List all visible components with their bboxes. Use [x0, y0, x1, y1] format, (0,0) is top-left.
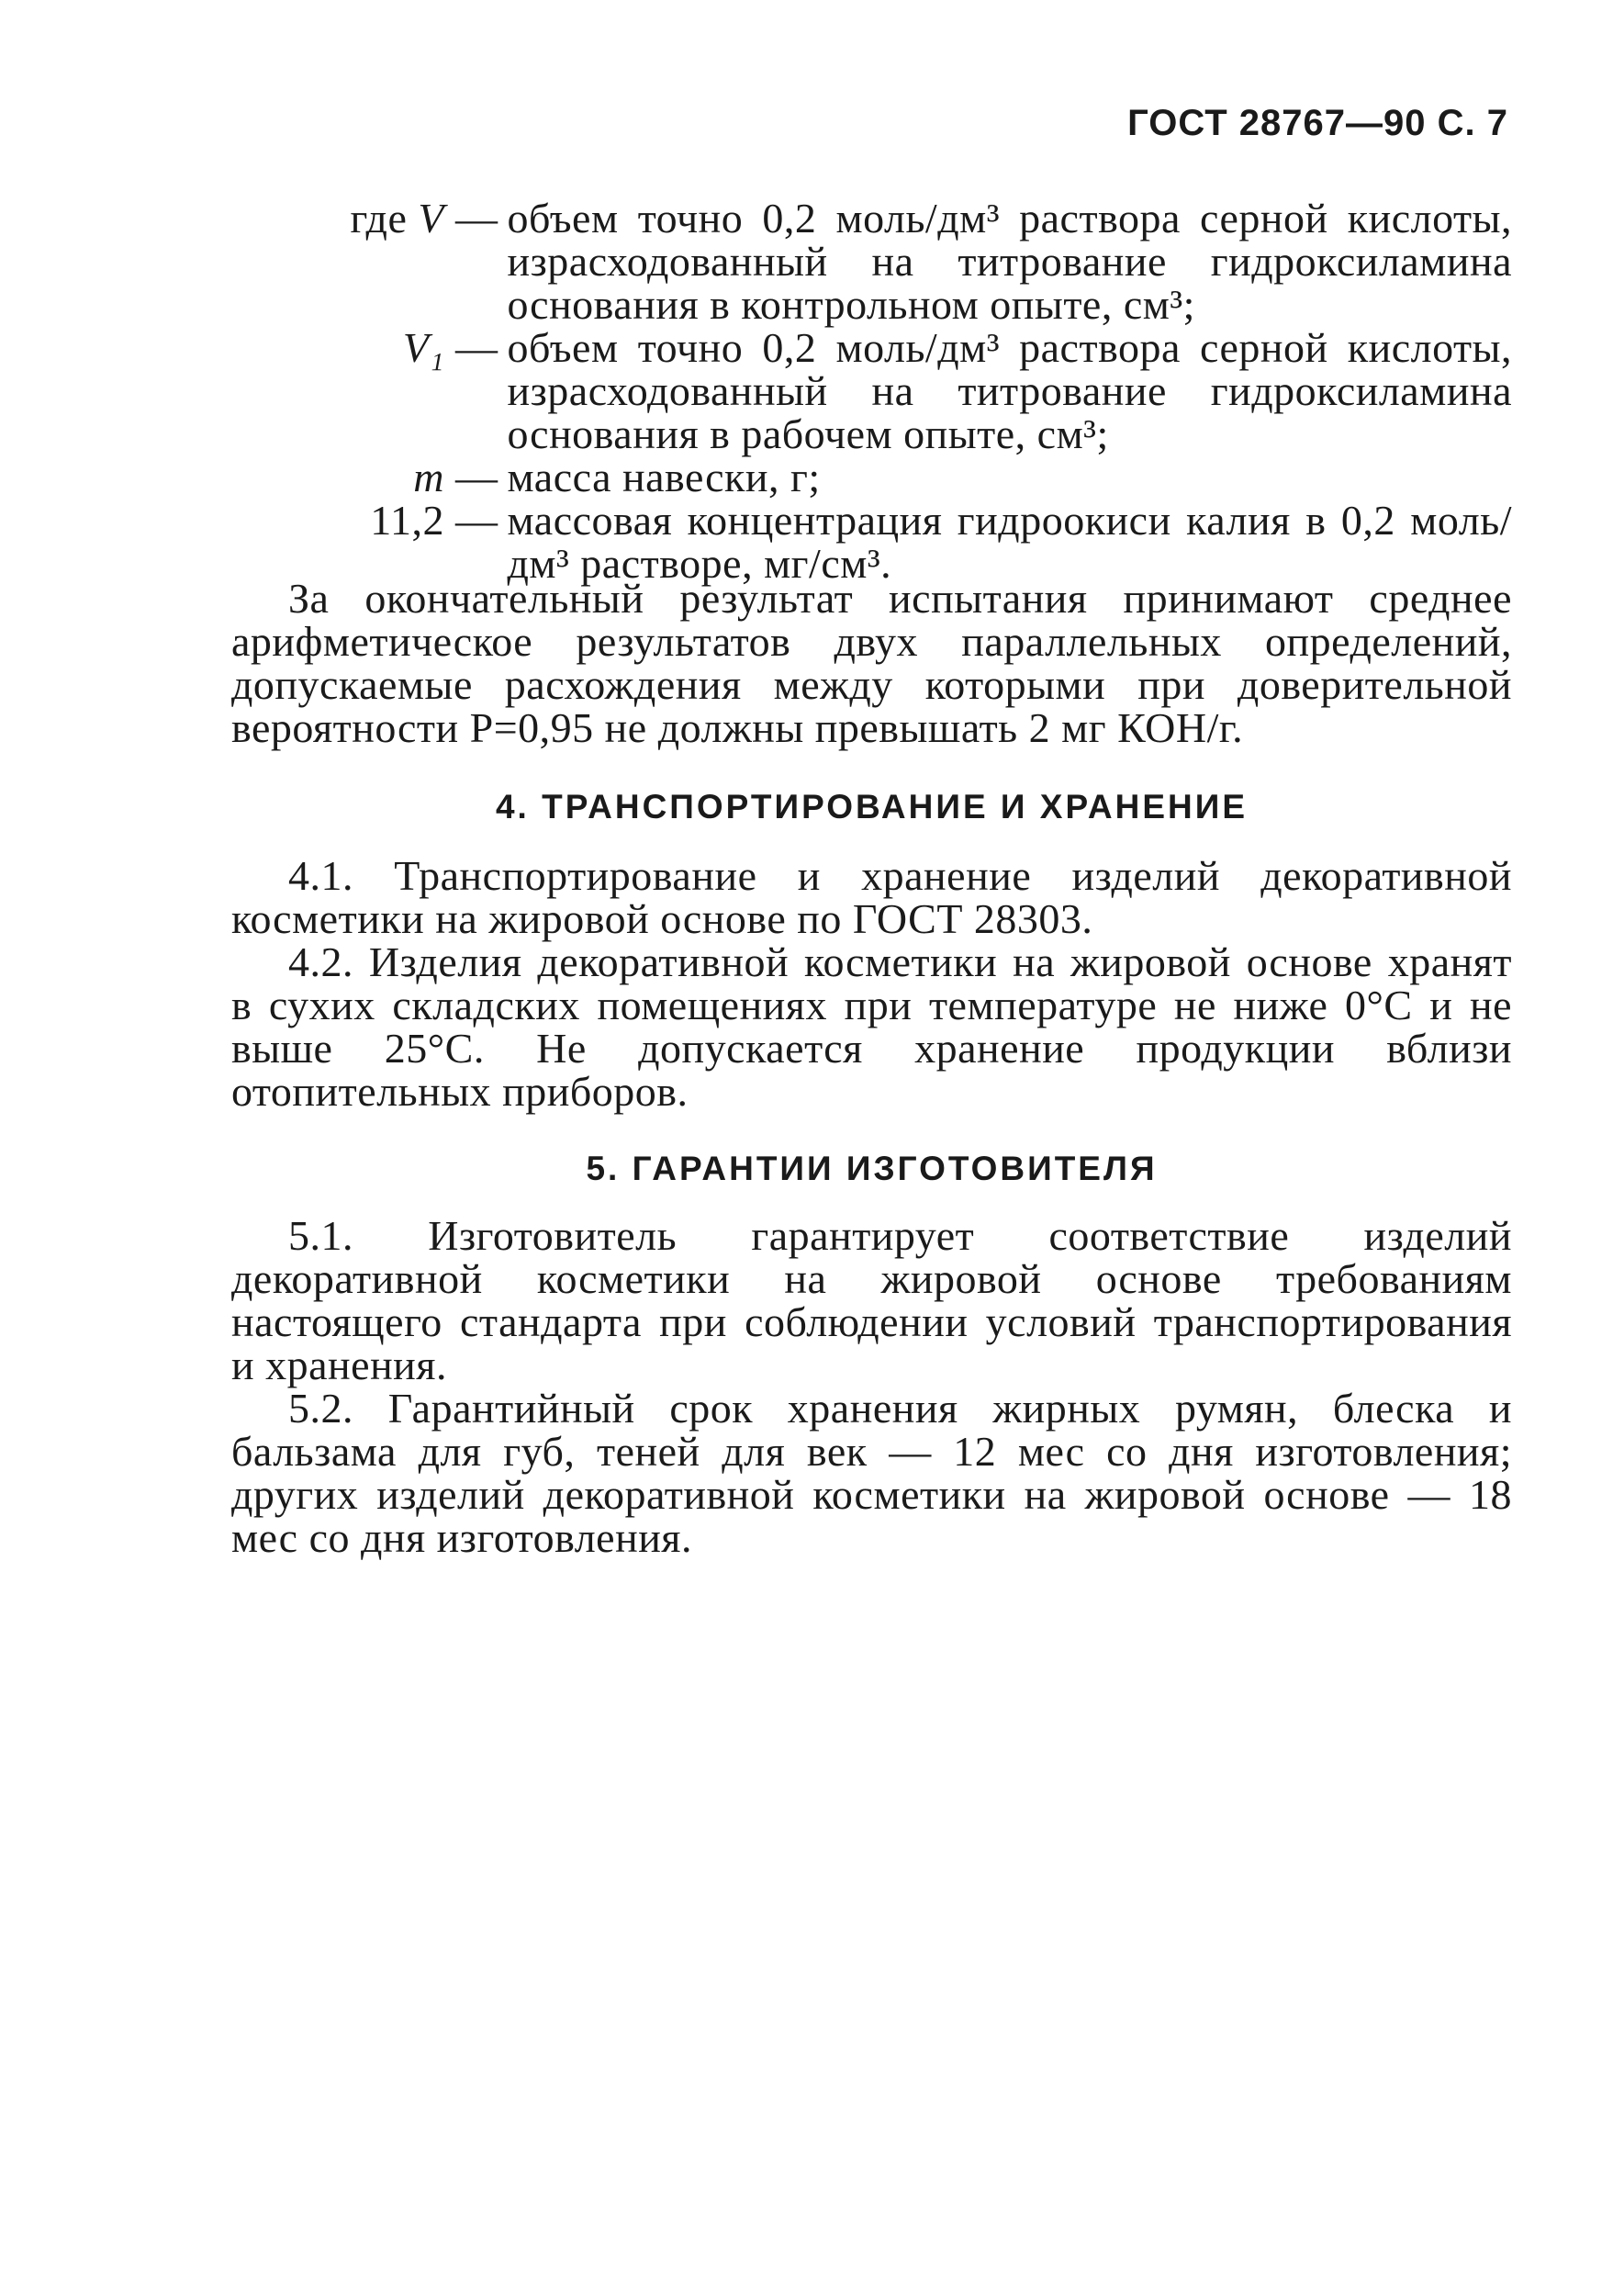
definition-symbol: V	[418, 195, 444, 241]
definition-text: объем точно 0,2 моль/дм³ раствора серной кислоты, израсходованный на титрование гидроксиламина основания в рабочем опыте, см³;	[507, 324, 1512, 457]
definition-symbol: 11,2	[370, 497, 444, 544]
section-5-paragraph-2: 5.2. Гарантийный срок хранения жирных румян, блеска и бальзама для губ, теней для век — 12 мес со дня изготовления; других изделий декоративной косметики на жировой основе — 18 мес со дня изготовления.	[231, 1385, 1512, 1561]
section-4-paragraph-2: 4.2. Изделия декоративной косметики на жировой основе хранят в сухих складских помещениях при температуре не ниже 0°С и не выше 25°С. Не допускается хранение продукции вблизи отопительных приборов.	[231, 938, 1512, 1115]
definition-dash: —	[455, 324, 498, 371]
where-label: где	[350, 195, 408, 241]
definition-dash: —	[455, 195, 498, 241]
section-5-paragraph-1: 5.1. Изготовитель гарантирует соответствие изделий декоративной косметики на жировой основе требованиям настоящего стандарта при соблюдении условий транспортирования и хранения.	[231, 1212, 1512, 1388]
result-paragraph: За окончательный результат испытания принимают среднее арифметическое результатов двух параллельных определений, допускаемые расхождения между которыми при доверительной вероятности P=0,95 не должны превышать 2 мг КОН/г.	[231, 575, 1512, 751]
definition-item	[231, 197, 1512, 326]
section-4-heading: 4. ТРАНСПОРТИРОВАНИЕ И ХРАНЕНИЕ	[495, 788, 1249, 825]
definition-symbol: V₁	[402, 324, 444, 371]
definition-text: масса навески, г;	[507, 454, 821, 500]
definition-item	[231, 326, 1512, 455]
section-4-paragraph-1: 4.1. Транспортирование и хранение изделий декоративной косметики на жировой основе по ГОСТ 28303.	[231, 852, 1512, 942]
page-header: ГОСТ 28767—90 С. 7	[1127, 103, 1508, 143]
definition-text: объем точно 0,2 моль/дм³ раствора серной кислоты, израсходованный на титрование гидроксиламина основания в контрольном опыте, см³;	[507, 195, 1512, 328]
definitions-list	[231, 197, 1512, 585]
definition-item	[231, 455, 1512, 499]
definition-text: массовая концентрация гидроокиси калия в 0,2 моль/дм³ растворе, мг/см³.	[507, 497, 1512, 587]
definition-item	[231, 499, 1512, 585]
definition-dash: —	[455, 454, 498, 500]
definition-symbol: m	[413, 454, 444, 500]
definition-dash: —	[455, 497, 498, 544]
section-5-heading: 5. ГАРАНТИИ ИЗГОТОВИТЕЛЯ	[586, 1150, 1158, 1187]
